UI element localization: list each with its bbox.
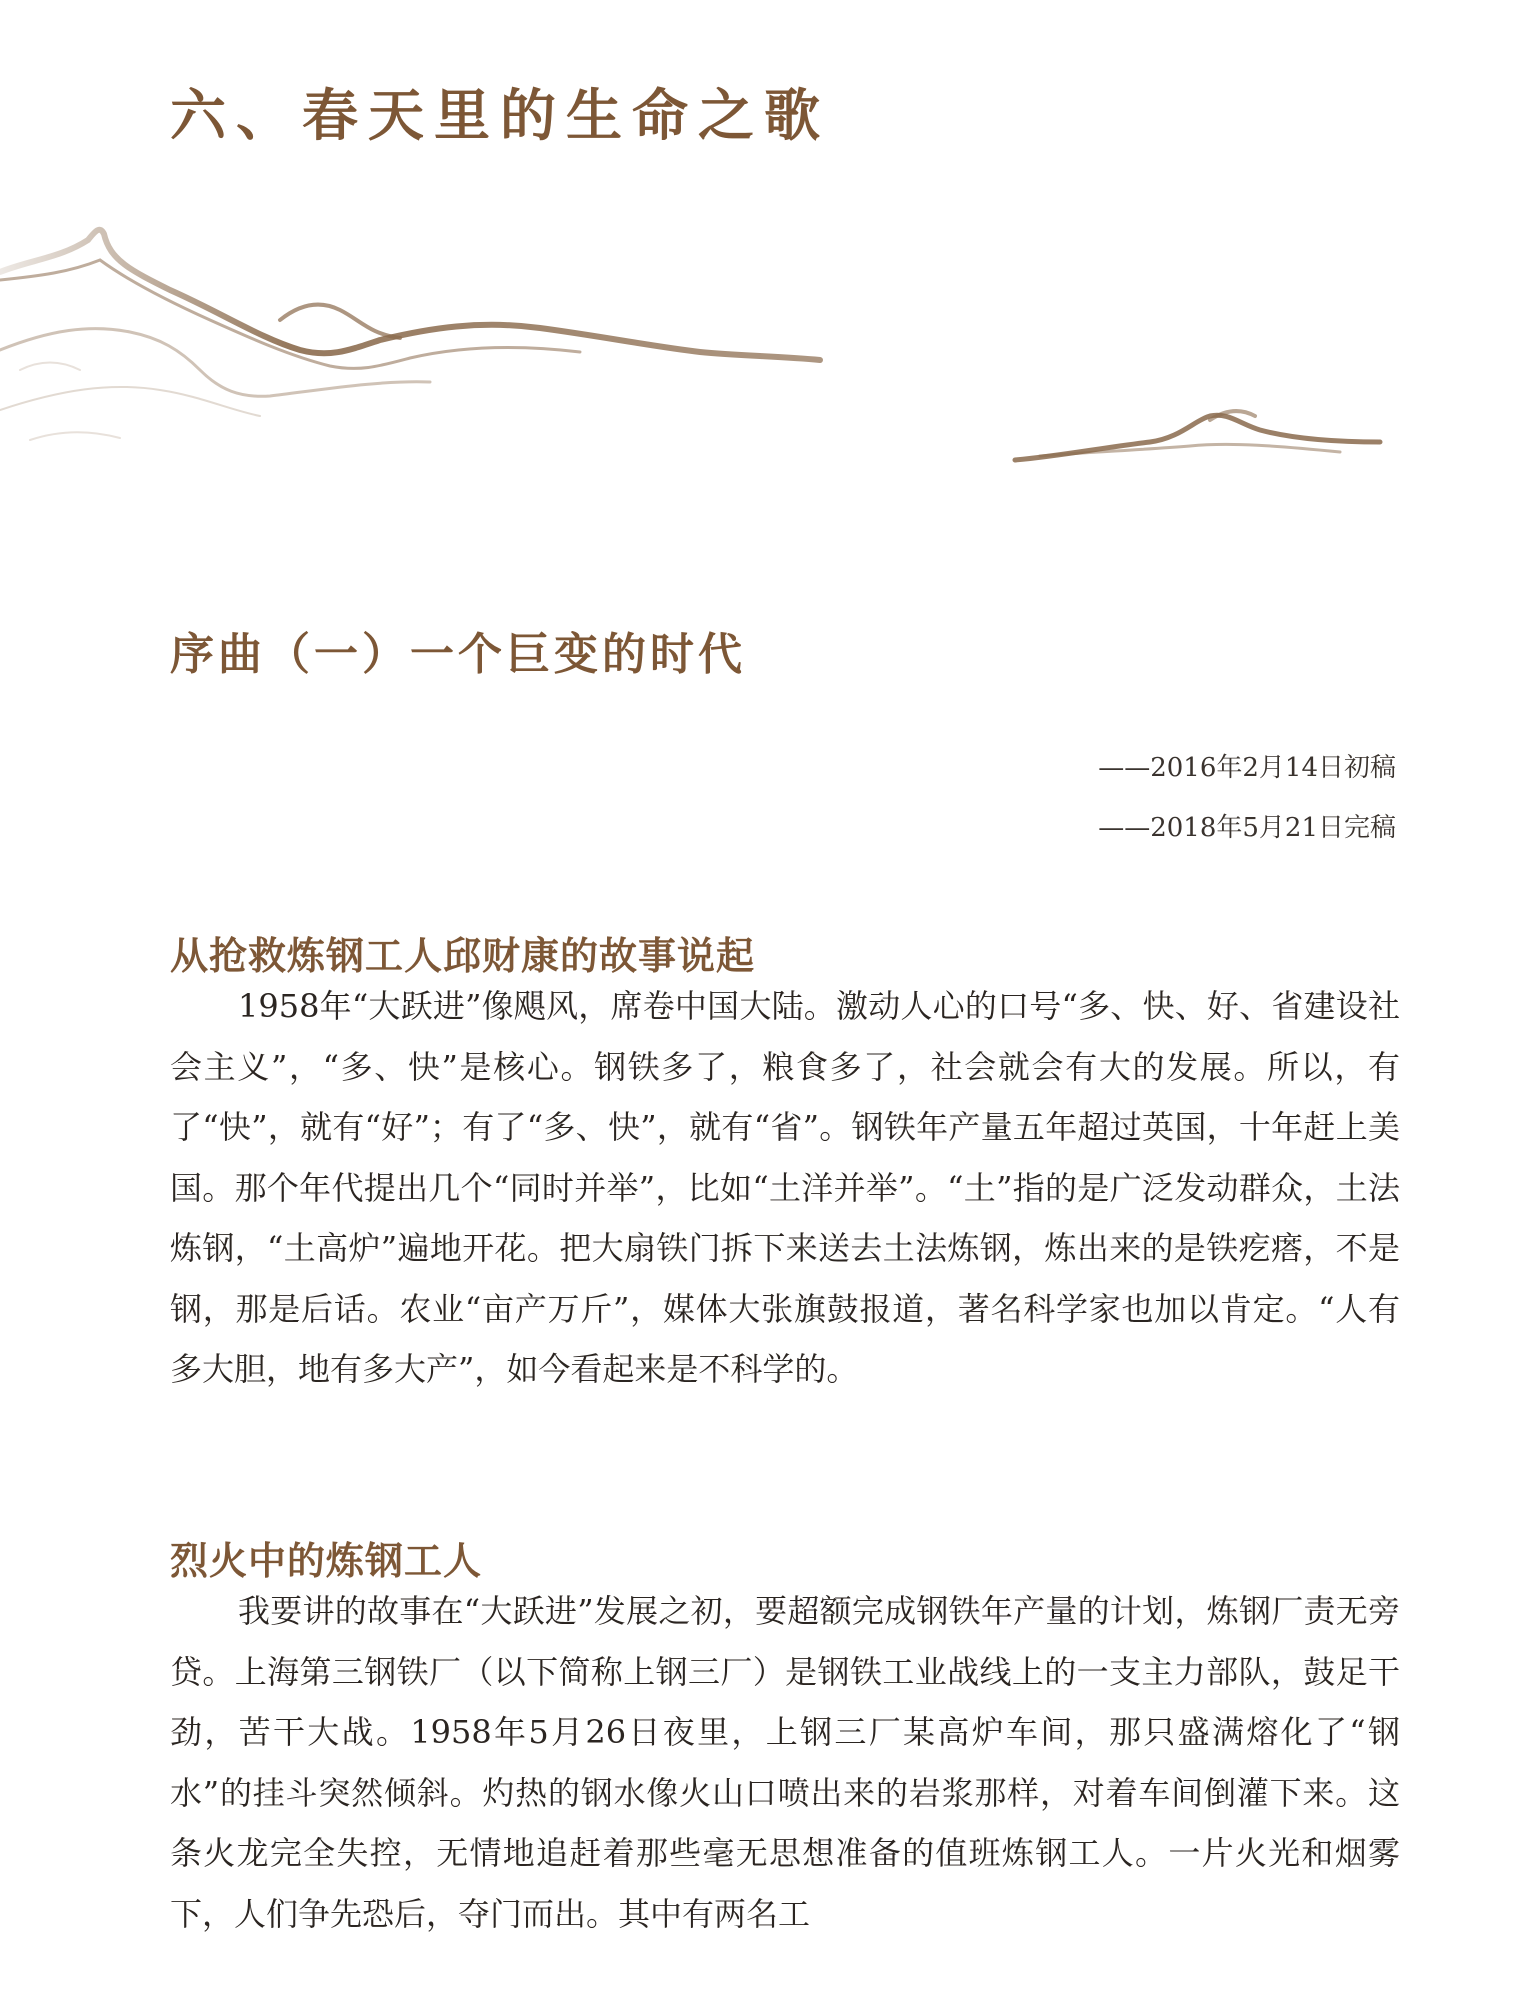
section-title: 序曲（一）一个巨变的时代 bbox=[170, 629, 746, 680]
subheading-2: 烈火中的炼钢工人 bbox=[170, 1538, 483, 1583]
ink-landscape-illustration bbox=[0, 220, 1400, 500]
paragraph-2: 我要讲的故事在“大跃进”发展之初，要超额完成钢铁年产量的计划，炼钢厂责无旁贷。上海第三钢铁厂（以下简称上钢三厂）是钢铁工业战线上的一支主力部队，鼓足干劲，苦干大战。1958年5月26日夜里，上钢三厂某高炉车间，那只盛满熔化了“钢水”的挂斗突然倾斜。灼热的钢水像火山口喷出来的岩浆那样，对着车间倒灌下来。这条火龙完全失控，无情地追赶着那些毫无思想准备的值班炼钢工人。一片火光和烟雾下，人们争先恐后，夺门而出。其中有两名工 bbox=[170, 1592, 1400, 1933]
draft-date: ——2016年2月14日初稿 bbox=[1098, 753, 1396, 783]
date-block bbox=[1098, 738, 1396, 858]
subheading-1: 从抢救炼钢工人邱财康的故事说起 bbox=[170, 933, 756, 978]
paragraph-1: 1958年“大跃进”像飓风，席卷中国大陆。激动人心的口号“多、快、好、省建设社会主义”，“多、快”是核心。钢铁多了，粮食多了，社会就会有大的发展。所以，有了“快”，就有“好”；有了“多、快”，就有“省”。钢铁年产量五年超过英国，十年赶上美国。那个年代提出几个“同时并举”，比如“土洋并举”。“土”指的是广泛发动群众，土法炼钢，“土高炉”遍地开花。把大扇铁门拆下来送去土法炼钢，炼出来的是铁疙瘩，不是钢，那是后话。农业“亩产万斤”，媒体大张旗鼓报道，著名科学家也加以肯定。“人有多大胆，地有多大产”，如今看起来是不科学的。 bbox=[170, 987, 1400, 1388]
final-date: ——2018年5月21日完稿 bbox=[1098, 813, 1396, 843]
chapter-title: 六、春天里的生命之歌 bbox=[170, 83, 830, 149]
